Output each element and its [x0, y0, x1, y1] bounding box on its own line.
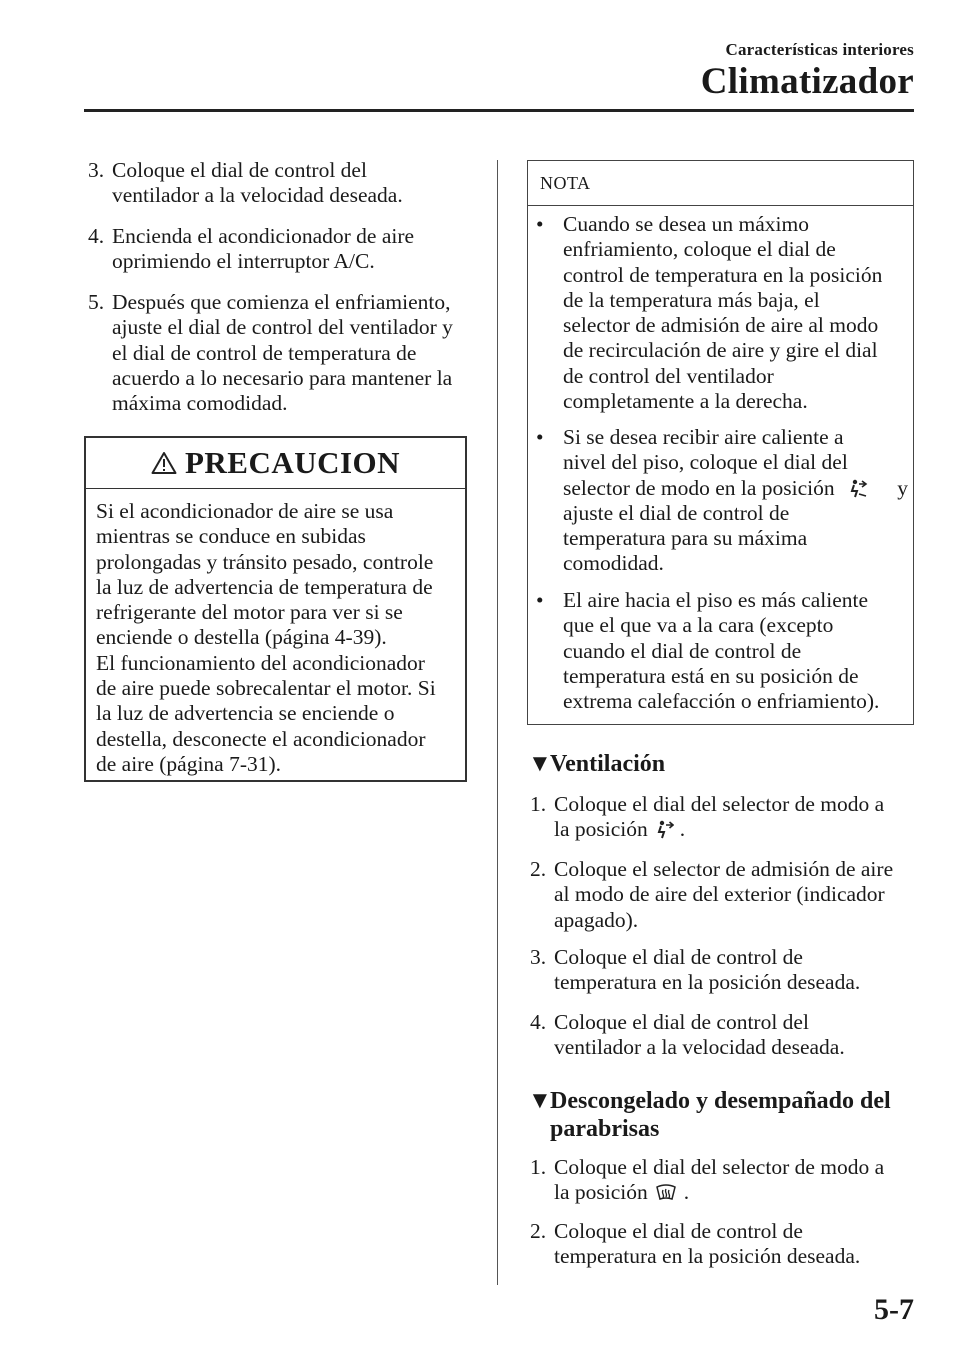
bullet-icon: • — [536, 212, 544, 236]
defrost-icon — [654, 1183, 678, 1203]
note-box — [527, 160, 914, 725]
list-item: 2. Coloque el selector de admisión de aire al modo de aire del exterior (indicador apagado). — [530, 857, 894, 932]
face-mode-icon — [654, 820, 674, 840]
list-item: • El aire hacia el piso es más caliente que el que va a la cara (excepto cuando el dial de control de temperatura está en su posición de extrema calefacción o enfriamiento). — [536, 588, 880, 714]
bullet-icon: • — [536, 588, 544, 612]
list-item: 1. Coloque el dial del selector de modo a la posición . — [530, 1155, 885, 1205]
section-title-ventilacion: ▼Ventilación — [528, 751, 666, 777]
bilevel-mode-icon — [846, 479, 868, 499]
caution-title: PRECAUCION — [184, 445, 401, 480]
header-divider — [84, 109, 914, 112]
caution-box — [84, 436, 467, 782]
list-item: 4. Coloque el dial de control del ventilador a la velocidad deseada. — [530, 1010, 845, 1060]
list-item: 2. Coloque el dial de control de temperatura en la posición deseada. — [530, 1219, 861, 1269]
triangle-down-icon: ▼ — [528, 751, 552, 777]
caution-header — [86, 438, 465, 489]
list-item: 3. Coloque el dial de control del ventilador a la velocidad deseada. — [88, 158, 403, 208]
caution-text: Si el acondicionador de aire se usa mientras se conduce en subidas prolongadas y tránsito pesado, controle la luz de advertencia de temperatura de refrigerante del motor para ver si se enciende o destella (página 4-39). El funcionamiento del acondicionador de aire puede sobrecalentar el motor. Si la luz de advertencia se enciende o destella, desconecte el acondicionador de aire (página 7-31). — [96, 499, 436, 776]
list-item: • Cuando se desea un máximo enfriamiento, coloque el dial de control de temperatura en la posición de la temperatura más baja, el selector de admisión de aire al modo de recirculación de aire y gire el dial de control del ventilador completamente a la derecha. — [536, 212, 883, 414]
list-item: 1. Coloque el dial del selector de modo a la posición . — [530, 792, 885, 842]
page-number: 5-7 — [874, 1293, 914, 1326]
page-title: Climatizador — [700, 61, 914, 102]
list-item: 5. Después que comienza el enfriamiento, ajuste el dial de control del ventilador y el dial de control de temperatura de acuerdo a lo necesario para mantener la máxima comodidad. — [88, 290, 453, 416]
warning-icon — [151, 451, 177, 475]
list-item: • Si se desea recibir aire caliente a nivel del piso, coloque el dial del selector de modo en la posición y ajuste el dial de control de temperatura para su máxima comodidad. — [536, 425, 908, 576]
list-item: 3. Coloque el dial de control de temperatura en la posición deseada. — [530, 945, 861, 995]
note-title: NOTA — [528, 161, 913, 206]
list-item: 4. Encienda el acondicionador de aire oprimiendo el interruptor A/C. — [88, 224, 415, 274]
column-divider — [497, 160, 498, 1285]
section-title-descongelado: ▼Descongelado y desempañado del parabrisas — [528, 1088, 891, 1142]
triangle-down-icon: ▼ — [528, 1088, 552, 1114]
bullet-icon: • — [536, 425, 544, 449]
header-section: Características interiores — [725, 40, 914, 59]
